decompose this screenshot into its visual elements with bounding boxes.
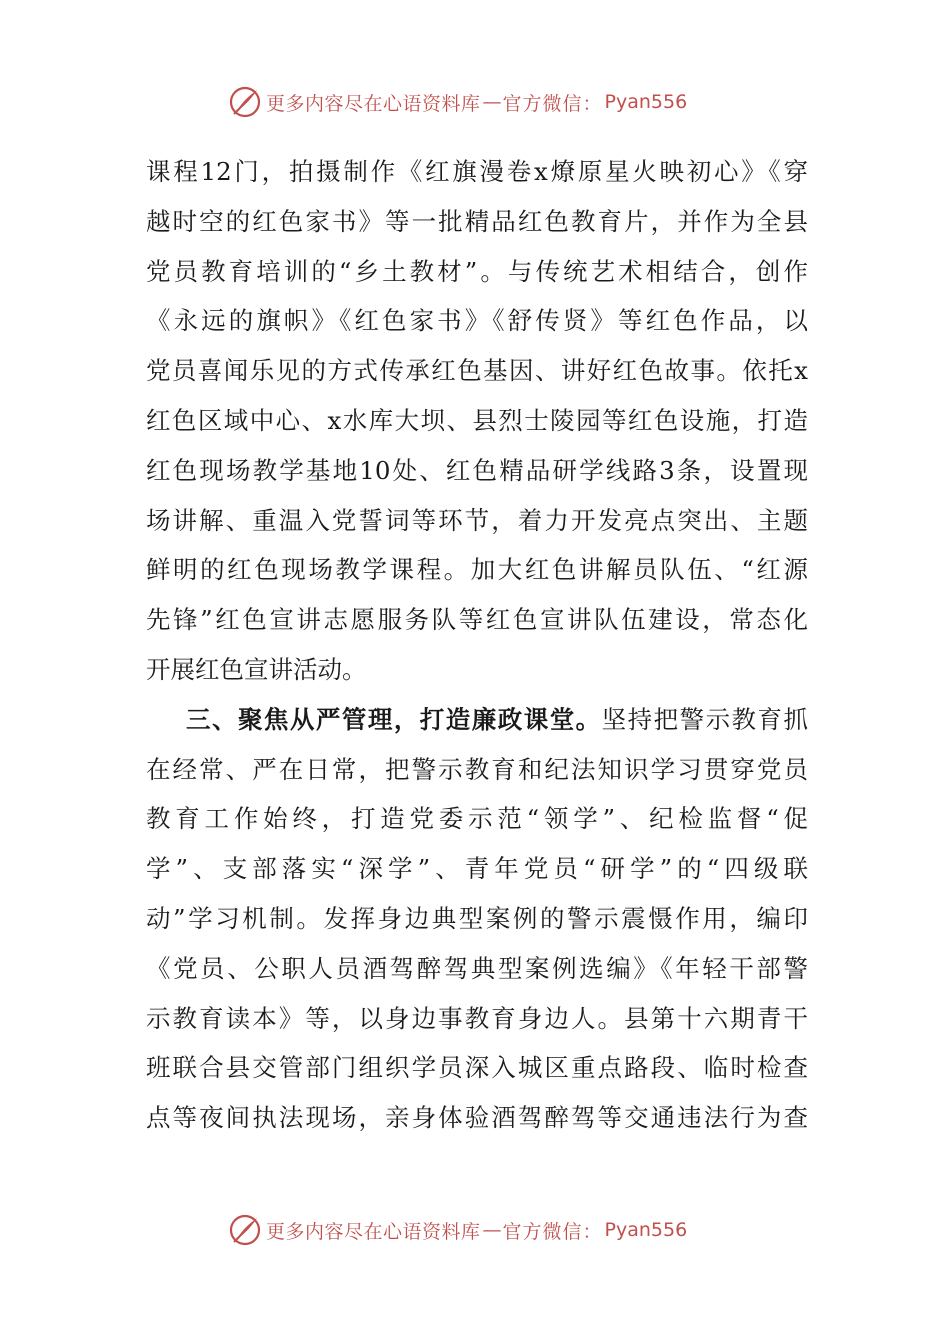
quill-logo-icon: [228, 1213, 262, 1247]
body-text: [146, 147, 808, 1143]
text-line: 红色区域中心、x水库大坝、县烈士陵园等红色设施，打造: [146, 405, 808, 435]
text-line: 《永远的旗帜》《红色家书》《舒传贤》等红色作品，以: [146, 306, 808, 336]
text-line: 《党员、公职人员酒驾醉驾典型案例选编》《年轻干部警: [146, 953, 808, 983]
banner-official: 官方微信：: [502, 92, 603, 115]
text-line: 先锋”红色宣讲志愿服务队等红色宣讲队伍建设，常态化: [146, 605, 808, 635]
banner-dash: —: [482, 91, 501, 113]
text-line: 红色现场教学基地10处、红色精品研学线路3条，设置现: [146, 455, 808, 485]
banner-prefix: 更多内容尽在心语资料库: [266, 92, 481, 115]
text-line: 党员喜闻乐见的方式传承红色基因、讲好红色故事。依托x: [146, 356, 808, 386]
text-line: 场讲解、重温入党誓词等环节，着力开发亮点突出、主题: [146, 505, 808, 535]
text-line: 示教育读本》等，以身边事教育身边人。县第十六期青干: [146, 1003, 808, 1033]
section-heading-rest: 坚持把警示教育抓: [601, 704, 808, 734]
footer-banner: [228, 1212, 687, 1248]
header-banner: [228, 84, 687, 120]
banner-prefix: 更多内容尽在心语资料库: [266, 1220, 481, 1243]
section-heading: 三、聚焦从严管理，打造廉政课堂。: [186, 704, 602, 734]
text-line: 在经常、严在日常，把警示教育和纪法知识学习贯穿党员: [146, 754, 808, 784]
text-line: 班联合县交管部门组织学员深入城区重点路段、临时检查: [146, 1053, 808, 1083]
section-heading-line: [146, 695, 808, 745]
text-line: 动”学习机制。发挥身边典型案例的警示震慑作用，编印: [146, 903, 808, 933]
text-line: 点等夜间执法现场，亲身体验酒驾醉驾等交通违法行为查: [146, 1103, 808, 1133]
banner-dash: —: [482, 1219, 501, 1241]
text-line: 学”、支部落实“深学”、青年党员“研学”的“四级联: [146, 854, 808, 884]
text-line: 课程12门，拍摄制作《红旗漫卷x燎原星火映初心》《穿: [146, 157, 808, 186]
banner-wechat-id: Pyan556: [604, 1219, 688, 1241]
banner-official: 官方微信：: [502, 1220, 603, 1243]
text-line: 开展红色宣讲活动。: [146, 654, 367, 684]
banner-wechat-id: Pyan556: [604, 91, 688, 113]
text-line: 鲜明的红色现场教学课程。加大红色讲解员队伍、“红源: [146, 555, 808, 585]
text-line: 党员教育培训的“乡土教材”。与传统艺术相结合，创作: [146, 256, 808, 286]
text-line: 越时空的红色家书》等一批精品红色教育片，并作为全县: [146, 206, 808, 236]
quill-logo-icon: [228, 85, 262, 119]
text-line: 教育工作始终，打造党委示范“领学”、纪检监督“促: [146, 804, 808, 834]
